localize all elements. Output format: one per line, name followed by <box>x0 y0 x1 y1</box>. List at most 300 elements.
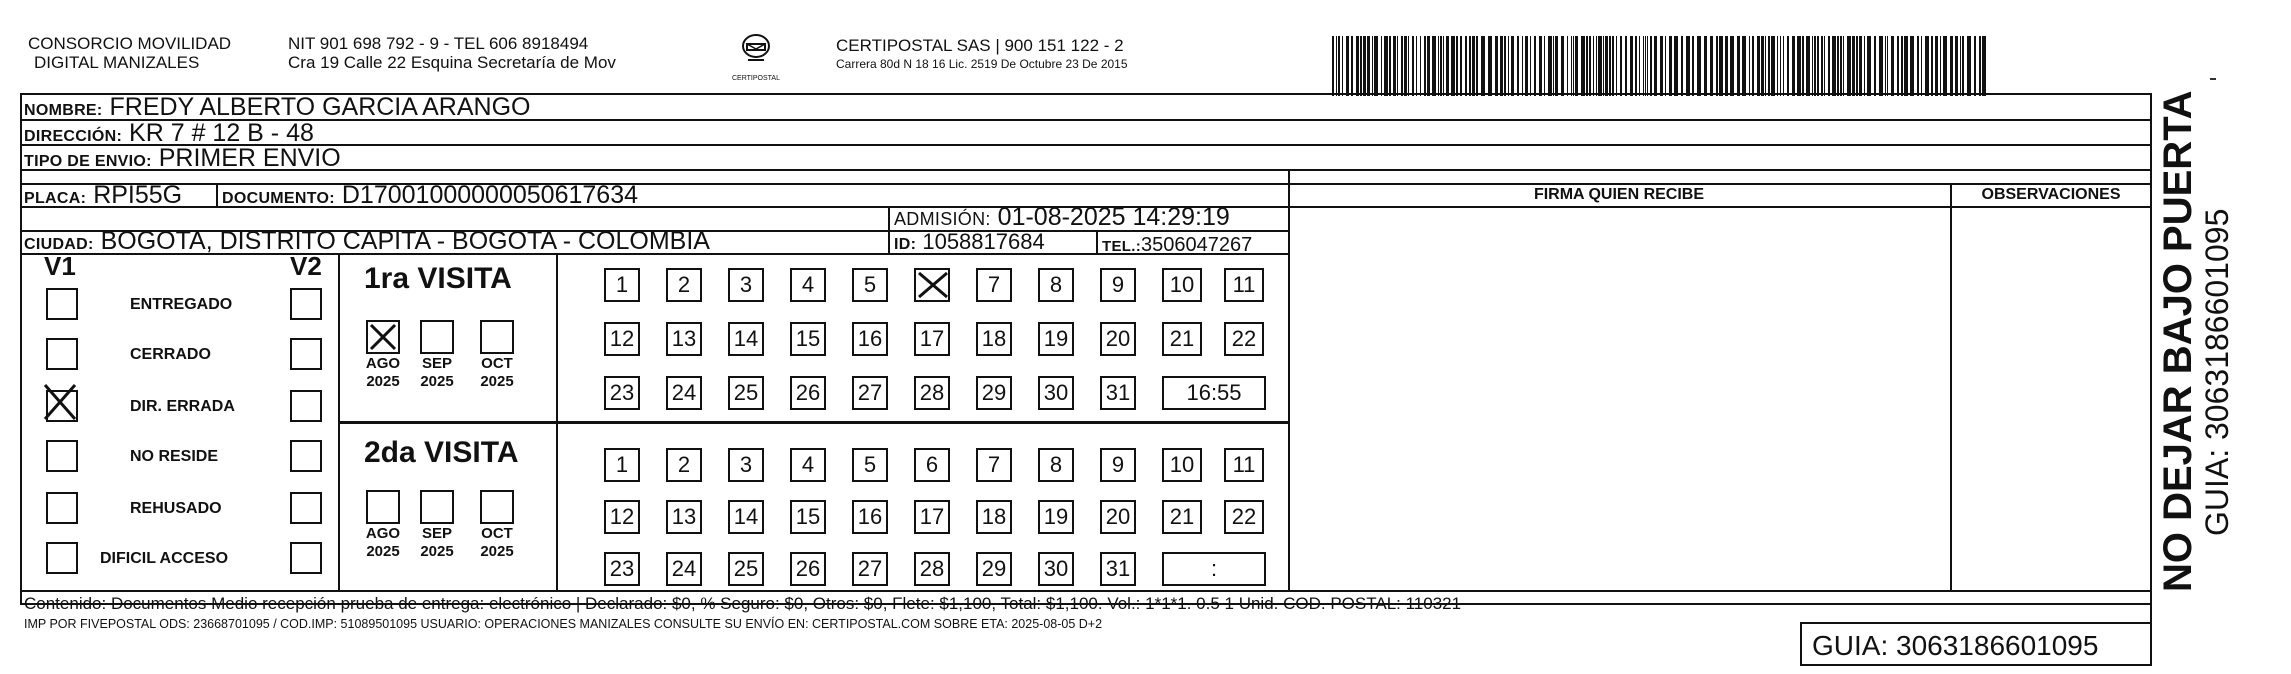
day-box[interactable]: 19 <box>1038 500 1074 534</box>
barcode-bar <box>1921 36 1922 96</box>
barcode-bar <box>1393 36 1396 96</box>
year-label: 2025 <box>480 373 514 390</box>
v2-checkbox[interactable] <box>290 440 322 472</box>
col-line-admision <box>888 206 890 254</box>
barcode-bar <box>1511 36 1514 96</box>
day-box[interactable]: 7 <box>976 448 1012 482</box>
day-box[interactable]: 17 <box>914 322 950 356</box>
barcode-bar <box>1904 36 1908 96</box>
barcode-bar <box>1940 36 1941 96</box>
barcode-bar <box>1338 36 1340 96</box>
barcode-bar <box>1596 36 1597 96</box>
barcode-bar <box>1620 36 1622 96</box>
v2-checkbox[interactable] <box>290 542 322 574</box>
barcode-bar <box>1616 36 1617 96</box>
barcode-bar <box>1488 36 1492 96</box>
barcode-bar <box>1548 36 1552 96</box>
day-box[interactable]: 25 <box>728 552 764 586</box>
company-line1: CERTIPOSTAL SAS | 900 151 122 - 2 <box>836 36 1124 55</box>
barcode-bar <box>1837 36 1839 96</box>
barcode-bar <box>1372 36 1373 96</box>
barcode-bar <box>1843 36 1844 96</box>
sender-nit <box>288 34 616 72</box>
side-warning <box>2156 90 2234 592</box>
day-box[interactable]: 29 <box>976 552 1012 586</box>
barcode-bar <box>1925 36 1929 96</box>
day-box[interactable]: 13 <box>666 322 702 356</box>
barcode-bar <box>1508 36 1509 96</box>
time-box[interactable]: : <box>1162 552 1266 586</box>
month-label: SEP <box>421 355 452 372</box>
month-checkbox[interactable] <box>480 320 514 354</box>
day-box[interactable]: 22 <box>1224 322 1264 356</box>
barcode-bar <box>1792 36 1795 96</box>
footer-guia: GUIA: 3063186601095 <box>1812 630 2099 661</box>
barcode-bar <box>1797 36 1801 96</box>
barcode-bar <box>1847 36 1851 96</box>
barcode-bar <box>1660 36 1663 96</box>
v1-header: V1 <box>44 251 76 281</box>
barcode-bar <box>1465 36 1467 96</box>
barcode-bar <box>1979 36 1981 96</box>
barcode-bar <box>1374 36 1378 96</box>
col-line-firma <box>1288 169 1290 591</box>
nit-line1: NIT 901 698 792 - 9 - TEL 606 8918494 <box>288 34 589 53</box>
certipostal-logo <box>726 30 786 86</box>
barcode-bar <box>1500 36 1503 96</box>
barcode-bar <box>1539 36 1542 96</box>
tipo-envio-field <box>24 144 341 176</box>
barcode-bar <box>1864 36 1865 96</box>
barcode-bar <box>1910 36 1914 96</box>
day-box[interactable]: 31 <box>1100 552 1136 586</box>
day-box[interactable]: 10 <box>1162 448 1202 482</box>
documento-field <box>222 181 638 213</box>
barcode-bar <box>1643 36 1644 96</box>
day-box[interactable]: 28 <box>914 376 950 410</box>
barcode-bar <box>1832 36 1836 96</box>
barcode-bar <box>1828 36 1830 96</box>
barcode-bar <box>1603 36 1604 96</box>
barcode-bar <box>1901 36 1903 96</box>
day-box[interactable]: 14 <box>728 500 764 534</box>
id-label: ID: <box>894 236 917 253</box>
barcode-bar <box>1561 36 1564 96</box>
barcode-bar <box>1360 36 1362 96</box>
time-box[interactable]: 16:55 <box>1162 376 1266 410</box>
status-option-label: NO RESIDE <box>130 448 219 465</box>
barcode-bar <box>1432 36 1436 96</box>
barcode-bar <box>1367 36 1370 96</box>
barcode-bar <box>1824 36 1825 96</box>
barcode-bar <box>1955 36 1958 96</box>
sender-name <box>28 34 231 72</box>
nombre-value: FREDY ALBERTO GARCIA ARANGO <box>102 93 531 121</box>
day-box[interactable]: 24 <box>666 552 702 586</box>
status-option-label: DIR. ERRADA <box>130 398 235 415</box>
barcode-bar <box>1856 36 1858 96</box>
barcode-bar <box>1553 36 1554 96</box>
ciudad-label: CIUDAD: <box>24 236 94 253</box>
barcode-bar <box>1812 36 1813 96</box>
day-box[interactable]: 16 <box>852 500 888 534</box>
barcode-bar <box>1645 36 1646 96</box>
day-box[interactable]: 29 <box>976 376 1012 410</box>
day-box[interactable]: 23 <box>604 376 640 410</box>
barcode-bar <box>1504 36 1506 96</box>
day-box[interactable]: 19 <box>1038 322 1074 356</box>
visit2-title: 2da VISITA <box>364 436 519 469</box>
v1-checkbox[interactable] <box>46 288 78 320</box>
tel-field <box>1102 229 1252 261</box>
barcode-bar <box>1897 36 1899 96</box>
barcode-bar <box>1555 36 1558 96</box>
barcode-bar <box>1962 36 1964 96</box>
sender-line2: DIGITAL MANIZALES <box>34 53 200 72</box>
barcode-bar <box>1852 36 1855 96</box>
barcode-bar <box>1476 36 1478 96</box>
day-box[interactable]: 6 <box>914 448 950 482</box>
day-box[interactable]: 7 <box>976 268 1012 302</box>
ciudad-value: BOGOTA, DISTRITO CAPITA - BOGOTA - COLOMBIA <box>93 227 710 255</box>
day-box[interactable]: 26 <box>790 376 826 410</box>
month-checkbox[interactable] <box>366 490 400 524</box>
barcode-bar <box>1517 36 1519 96</box>
day-box[interactable]: 13 <box>666 500 702 534</box>
barcode-bar <box>1598 36 1602 96</box>
day-box[interactable]: 11 <box>1224 268 1264 302</box>
barcode-bar <box>1967 36 1971 96</box>
barcode-bar <box>1456 36 1458 96</box>
barcode-bar <box>1401 36 1403 96</box>
barcode-bar <box>1427 36 1430 96</box>
month-checkbox[interactable] <box>420 490 454 524</box>
day-box[interactable]: 12 <box>604 322 640 356</box>
barcode-bar <box>1704 36 1707 96</box>
year-label: 2025 <box>480 543 514 560</box>
year-label: 2025 <box>366 543 400 560</box>
month-checkbox[interactable] <box>480 490 514 524</box>
barcode-bar <box>1725 36 1728 96</box>
nombre-label: NOMBRE: <box>24 102 103 119</box>
x-mark-icon <box>368 322 398 352</box>
barcode-bar <box>1931 36 1933 96</box>
status-option-label: CERRADO <box>130 346 211 363</box>
barcode-bar <box>1416 36 1417 96</box>
barcode-bar <box>1356 36 1359 96</box>
barcode-bar <box>1935 36 1938 96</box>
day-box[interactable]: 8 <box>1038 268 1074 302</box>
observaciones-label: OBSERVACIONES <box>1981 186 2121 203</box>
day-box[interactable]: 4 <box>790 448 826 482</box>
day-box[interactable]: 23 <box>604 552 640 586</box>
barcode-bar <box>1612 36 1614 96</box>
day-box[interactable]: 21 <box>1162 322 1202 356</box>
barcode-bar <box>1363 36 1366 96</box>
v1-checkbox[interactable] <box>46 390 78 422</box>
barcode-bar <box>1654 36 1657 96</box>
barcode-bar <box>1525 36 1528 96</box>
day-box[interactable]: 2 <box>666 448 702 482</box>
year-label: 2025 <box>420 543 454 560</box>
barcode-bar <box>1397 36 1398 96</box>
barcode-bar <box>1605 36 1608 96</box>
barcode-bar <box>1586 36 1588 96</box>
barcode-bar <box>1950 36 1953 96</box>
barcode-bar <box>1530 36 1531 96</box>
id-field <box>894 227 1045 259</box>
barcode-bar <box>1381 36 1382 96</box>
day-box[interactable]: 5 <box>852 268 888 302</box>
barcode-bar <box>1573 36 1574 96</box>
day-box[interactable]: 17 <box>914 500 950 534</box>
col-line-months <box>556 253 558 591</box>
day-box[interactable]: 10 <box>1162 268 1202 302</box>
col-line-obs <box>1950 183 1952 591</box>
barcode-bar <box>1408 36 1409 96</box>
barcode-bar <box>1681 36 1683 96</box>
barcode-bar <box>1424 36 1426 96</box>
day-box[interactable]: 22 <box>1224 500 1264 534</box>
dash-mark <box>2210 78 2216 80</box>
barcode-bar <box>1960 36 1961 96</box>
barcode-bar <box>1761 36 1764 96</box>
barcode-bar <box>1821 36 1823 96</box>
month-label: AGO <box>365 355 401 372</box>
day-box[interactable]: 20 <box>1100 500 1136 534</box>
barcode-bar <box>1404 36 1407 96</box>
barcode-bar <box>1593 36 1594 96</box>
v1-checkbox[interactable] <box>46 440 78 472</box>
barcode-bar <box>1472 36 1475 96</box>
day-box[interactable]: 28 <box>914 552 950 586</box>
id-value: 1058817684 <box>916 229 1045 254</box>
day-box[interactable]: 27 <box>852 552 888 586</box>
month-checkbox[interactable] <box>420 320 454 354</box>
barcode-bar <box>1768 36 1770 96</box>
barcode-bar <box>1571 36 1572 96</box>
day-box[interactable] <box>914 268 950 302</box>
guia-box-top <box>1800 622 2152 624</box>
barcode-bar <box>1742 36 1746 96</box>
tipo-label: TIPO DE ENVIO: <box>24 153 152 170</box>
company-line2: Carrera 80d N 18 16 Lic. 2519 De Octubre 23 De 2015 <box>836 57 1128 71</box>
day-box[interactable]: 20 <box>1100 322 1136 356</box>
barcode-bar <box>1336 36 1337 96</box>
barcode-bar <box>1840 36 1842 96</box>
year-label: 2025 <box>366 373 400 390</box>
barcode-bar <box>1443 36 1444 96</box>
barcode-bar <box>1879 36 1883 96</box>
month-label: AGO <box>365 525 401 542</box>
day-box[interactable]: 14 <box>728 322 764 356</box>
barcode <box>1332 36 1992 96</box>
barcode-bar <box>1674 36 1678 96</box>
barcode-bar <box>1749 36 1750 96</box>
barcode-bar <box>1737 36 1740 96</box>
barcode-bar <box>1446 36 1449 96</box>
day-box[interactable]: 31 <box>1100 376 1136 410</box>
day-box[interactable]: 2 <box>666 268 702 302</box>
visit1-title: 1ra VISITA <box>364 262 512 295</box>
day-box[interactable]: 5 <box>852 448 888 482</box>
v1-checkbox[interactable] <box>46 338 78 370</box>
day-box[interactable]: 9 <box>1100 448 1136 482</box>
documento-value: D17001000000050617634 <box>334 181 638 209</box>
barcode-bar <box>1412 36 1414 96</box>
barcode-bar <box>1757 36 1760 96</box>
tel-label: TEL.: <box>1102 238 1141 255</box>
direccion-value: KR 7 # 12 B - 48 <box>122 119 314 147</box>
status-option-label: REHUSADO <box>130 500 222 517</box>
barcode-bar <box>1817 36 1819 96</box>
barcode-bar <box>1697 36 1701 96</box>
barcode-bar <box>1342 36 1343 96</box>
logo-caption: CERTIPOSTAL <box>732 75 780 82</box>
firma-label: FIRMA QUIEN RECIBE <box>1533 186 1705 203</box>
month-checkbox[interactable] <box>366 320 400 354</box>
v2-checkbox[interactable] <box>290 288 322 320</box>
v1-checkbox[interactable] <box>46 492 78 524</box>
x-mark-icon <box>42 382 78 422</box>
day-box[interactable]: 27 <box>852 376 888 410</box>
day-box[interactable]: 9 <box>1100 268 1136 302</box>
month-label: OCT <box>481 525 513 542</box>
row-line-obs <box>1288 206 2152 208</box>
barcode-bar <box>1469 36 1471 96</box>
day-box[interactable]: 3 <box>728 268 764 302</box>
barcode-bar <box>1575 36 1578 96</box>
barcode-bar <box>1783 36 1784 96</box>
day-box[interactable]: 24 <box>666 376 702 410</box>
day-box[interactable]: 16 <box>852 322 888 356</box>
barcode-bar <box>1635 36 1637 96</box>
day-box[interactable]: 8 <box>1038 448 1074 482</box>
day-box[interactable]: 26 <box>790 552 826 586</box>
barcode-bar <box>1346 36 1349 96</box>
nit-line2: Cra 19 Calle 22 Esquina Secretaría de Mov <box>288 53 616 72</box>
barcode-bar <box>1814 36 1816 96</box>
barcode-bar <box>1534 36 1536 96</box>
barcode-bar <box>1351 36 1353 96</box>
col-line-placa <box>216 183 218 207</box>
year-label: 2025 <box>420 373 454 390</box>
col-line-guia <box>1800 622 1802 666</box>
barcode-bar <box>1630 36 1633 96</box>
day-box[interactable]: 15 <box>790 500 826 534</box>
status-option-label: ENTREGADO <box>130 296 233 313</box>
barcode-bar <box>1887 36 1888 96</box>
barcode-bar <box>1440 36 1442 96</box>
day-box[interactable]: 15 <box>790 322 826 356</box>
barcode-bar <box>1787 36 1789 96</box>
barcode-bar <box>1609 36 1611 96</box>
barcode-bar <box>1777 36 1778 96</box>
barcode-bar <box>1891 36 1894 96</box>
barcode-bar <box>1589 36 1591 96</box>
company-info <box>836 36 1128 71</box>
barcode-bar <box>1982 36 1986 96</box>
day-box[interactable]: 18 <box>976 322 1012 356</box>
tel-value: 3506047267 <box>1141 234 1253 256</box>
barcode-bar <box>1710 36 1713 96</box>
admision-value: 01-08-2025 14:29:19 <box>990 203 1230 231</box>
day-box[interactable]: 30 <box>1038 376 1074 410</box>
barcode-bar <box>1625 36 1627 96</box>
barcode-bar <box>1389 36 1391 96</box>
tipo-value: PRIMER ENVIO <box>151 144 341 172</box>
barcode-bar <box>1716 36 1718 96</box>
col-line-tel <box>1096 230 1098 254</box>
v2-checkbox[interactable] <box>290 390 322 422</box>
barcode-bar <box>1686 36 1690 96</box>
day-box[interactable]: 12 <box>604 500 640 534</box>
side-no-dejar: NO DEJAR BAJO PUERTA <box>2156 90 2200 592</box>
barcode-bar <box>1974 36 1976 96</box>
v2-checkbox[interactable] <box>290 338 322 370</box>
logo-icon <box>726 30 786 74</box>
day-box[interactable]: 1 <box>604 268 640 302</box>
month-label: SEP <box>421 525 452 542</box>
day-box[interactable]: 18 <box>976 500 1012 534</box>
barcode-bar <box>1885 36 1886 96</box>
day-box[interactable]: 3 <box>728 448 764 482</box>
barcode-bar <box>1332 36 1334 96</box>
barcode-bar <box>1771 36 1775 96</box>
v2-checkbox[interactable] <box>290 492 322 524</box>
barcode-bar <box>1752 36 1754 96</box>
barcode-bar <box>1495 36 1498 96</box>
day-box[interactable]: 25 <box>728 376 764 410</box>
barcode-bar <box>1867 36 1871 96</box>
day-box[interactable]: 30 <box>1038 552 1074 586</box>
documento-label: DOCUMENTO: <box>222 190 335 207</box>
v1-checkbox[interactable] <box>46 542 78 574</box>
barcode-bar <box>1802 36 1804 96</box>
day-box[interactable]: 4 <box>790 268 826 302</box>
barcode-bar <box>1581 36 1585 96</box>
admision-label: ADMISIÓN: <box>894 209 991 229</box>
barcode-bar <box>1650 36 1652 96</box>
guia-box-bottom <box>1800 664 2152 666</box>
day-box[interactable]: 1 <box>604 448 640 482</box>
x-mark-icon <box>916 270 950 300</box>
footer-line1: Contenido: Documentos Medio recepción prueba de entrega: electrónico | Declarado: $0, % Seguro: $0, Otros: $0, Flete: $1,100, Total: $1,100. Vol.: 1*1*1. 0.5 1 Unid. COD. POSTAL: 110321 <box>24 594 1462 613</box>
barcode-bar <box>1420 36 1421 96</box>
barcode-bar <box>1438 36 1439 96</box>
barcode-bar <box>1665 36 1666 96</box>
day-box[interactable]: 21 <box>1162 500 1202 534</box>
v2-header: V2 <box>290 251 322 281</box>
day-box[interactable]: 11 <box>1224 448 1264 482</box>
placa-label: PLACA: <box>24 190 87 207</box>
month-label: OCT <box>481 355 513 372</box>
placa-field <box>24 181 182 213</box>
barcode-bar <box>1522 36 1523 96</box>
barcode-bar <box>1647 36 1648 96</box>
barcode-bar <box>1544 36 1545 96</box>
row-line-visits <box>338 421 1288 424</box>
barcode-bar <box>1780 36 1781 96</box>
barcode-bar <box>1806 36 1810 96</box>
barcode-bar <box>1719 36 1723 96</box>
guia-box-right <box>2150 604 2152 666</box>
footer-line2: IMP POR FIVEPOSTAL ODS: 23668701095 / COD.IMP: 51089501095 USUARIO: OPERACIONES MANIZALES CONSULTE SU ENVÍO EN: CERTIPOSTAL.COM SOBRE ETA: 2025-08-05 D+2 <box>24 617 1103 631</box>
barcode-bar <box>1567 36 1568 96</box>
status-option-label: DIFICIL ACCESO <box>100 550 229 567</box>
barcode-bar <box>1765 36 1766 96</box>
col-line-status <box>338 253 340 591</box>
